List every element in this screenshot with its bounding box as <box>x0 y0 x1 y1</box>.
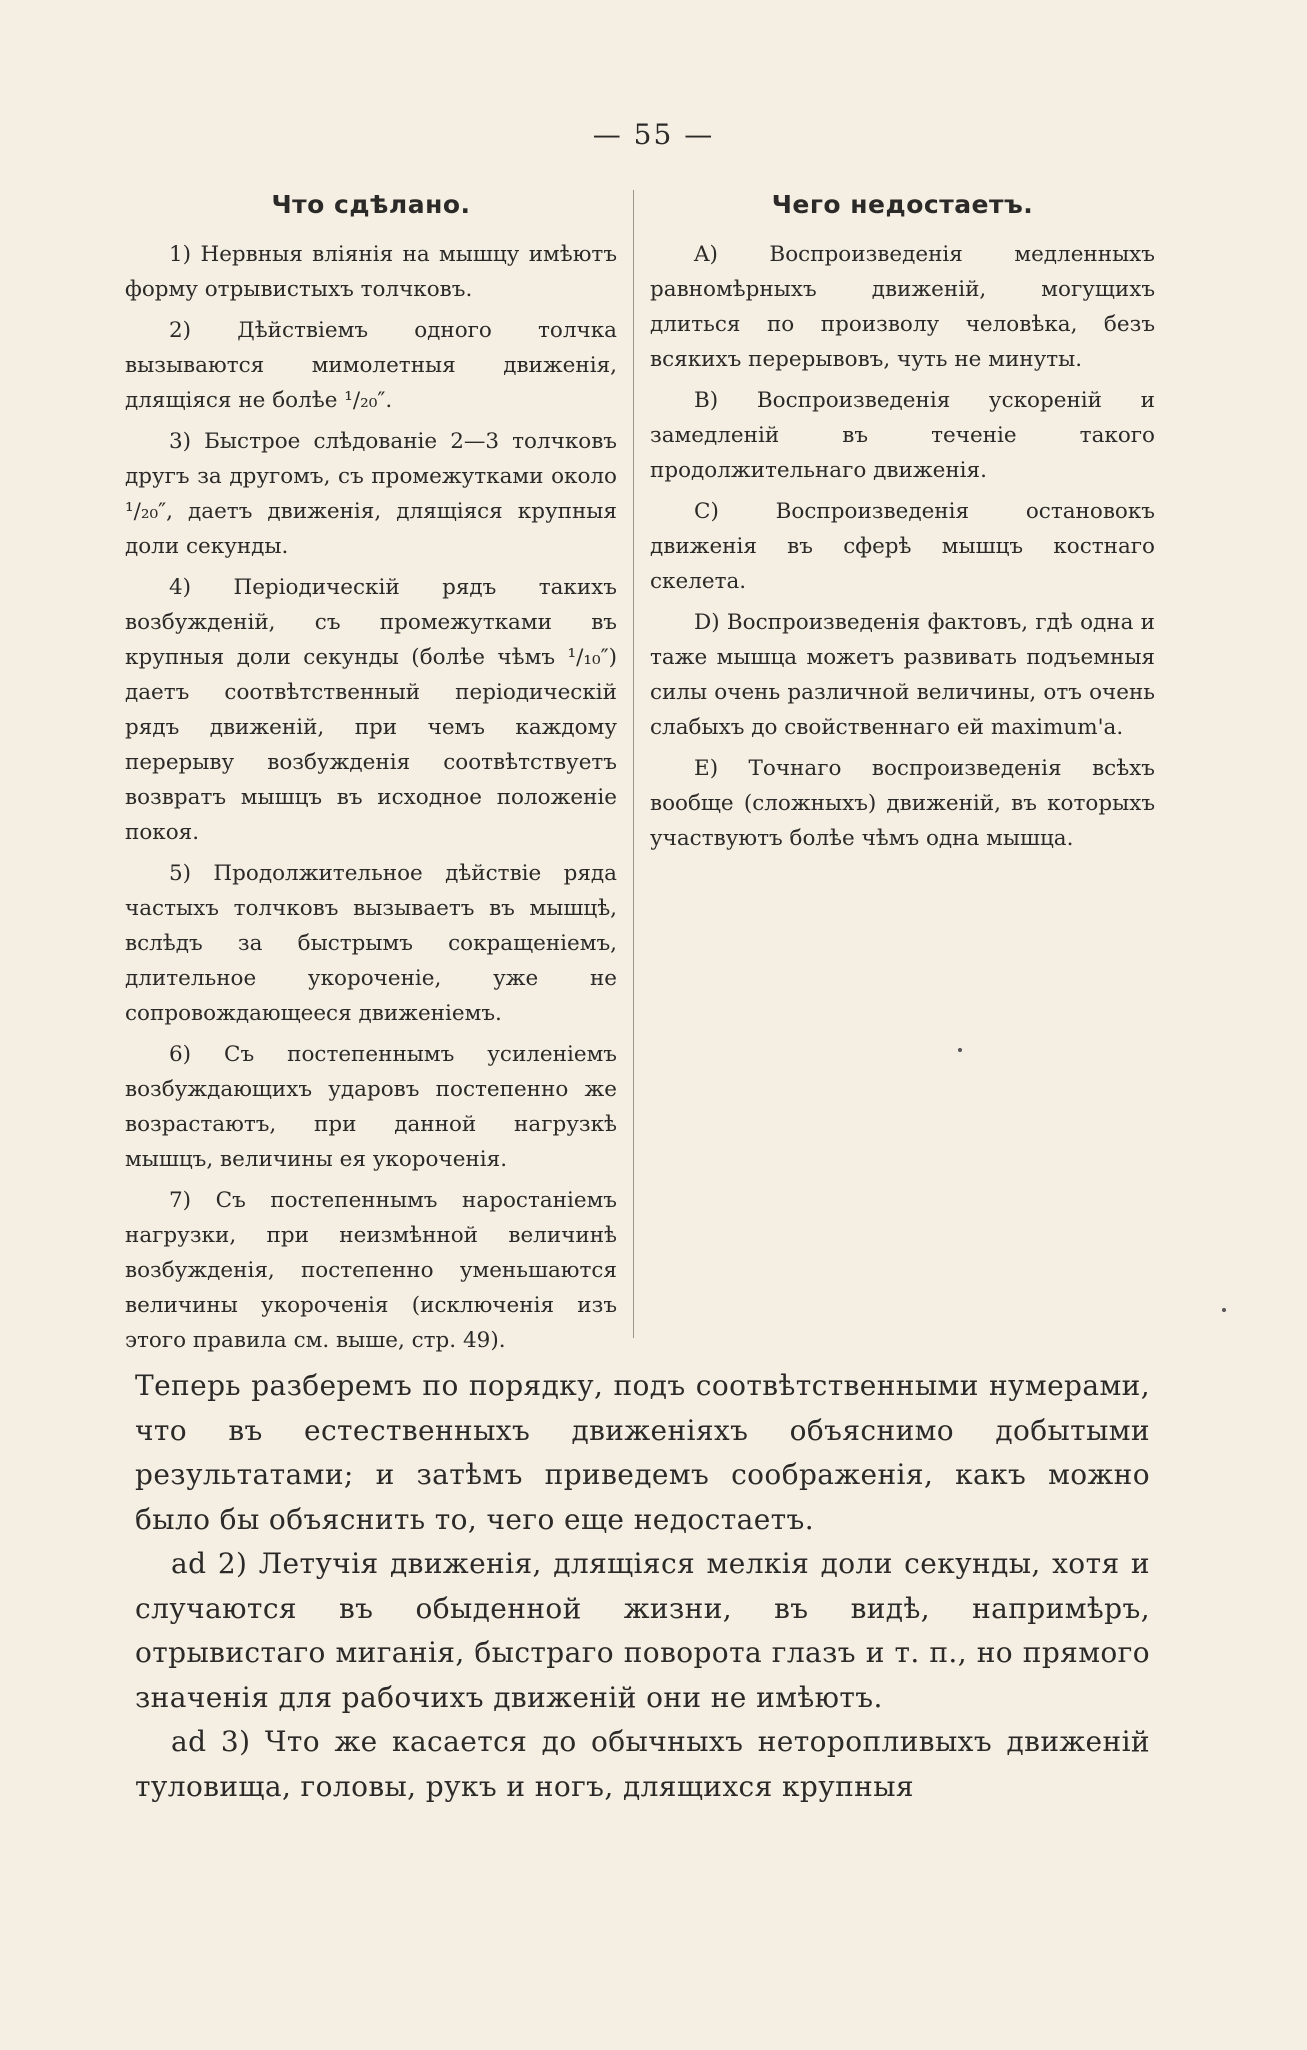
right-column <box>650 190 1155 862</box>
body-paragraph: ad 3) Что же касается до обычныхъ неторопливыхъ движеній туловища, головы, рукъ и ногъ, длящихся крупныя <box>135 1725 1150 1803</box>
body-paragraph: ad 2) Летучія движенія, длящіяся мелкія доли секунды, хотя и случаются въ обыденной жизни, въ видѣ, напримѣръ, отрывистаго миганія, быстраго поворота глазъ и т. п., но прямого значенія для рабочихъ движеній они не имѣютъ. <box>135 1547 1150 1714</box>
left-item: 1) Нервныя вліянія на мышцу имѣютъ форму отрывистыхъ толчковъ. <box>125 242 617 302</box>
column-divider <box>633 190 634 1338</box>
left-item: 4) Періодическій рядъ такихъ возбужденій, съ промежутками въ крупныя доли секунды (болѣе чѣмъ ¹/₁₀″) даетъ соотвѣтственный періодическій рядъ движеній, при чемъ каждому перерыву возбужденія соотвѣтствуетъ возвратъ мышцъ въ исходное положеніе покоя. <box>125 575 617 845</box>
two-column-table <box>125 190 1155 1353</box>
left-item: 6) Съ постепеннымъ усиленіемъ возбуждающихъ ударовъ постепенно же возрастаютъ, при данной нагрузкѣ мышцъ, величины ея укороченія. <box>125 1042 617 1172</box>
right-item: A) Воспроизведенія медленныхъ равномѣрныхъ движеній, могущихъ длиться по произволу человѣка, безъ всякихъ перерывовъ, чуть не минуты. <box>650 242 1155 372</box>
right-item: E) Точнаго воспроизведенія всѣхъ вообще (сложныхъ) движеній, въ которыхъ участвуютъ болѣе чѣмъ одна мышца. <box>650 756 1155 851</box>
left-column <box>125 190 617 1364</box>
page-number: — 55 — <box>592 118 715 151</box>
left-item: 3) Быстрое слѣдованіе 2—3 толчковъ другъ за другомъ, съ промежутками около ¹/₂₀″, даетъ движенія, длящіяся крупныя доли секунды. <box>125 429 617 559</box>
right-item: C) Воспроизведенія остановокъ движенія въ сферѣ мышцъ костнаго скелета. <box>650 499 1155 594</box>
left-item: 7) Съ постепеннымъ наростаніемъ нагрузки, при неизмѣнной величинѣ возбужденія, постепенно уменьшаются величины укороченія (исключенія изъ этого правила см. выше, стр. 49). <box>125 1188 617 1353</box>
right-column-heading: Чего недостаетъ. <box>771 190 1034 219</box>
left-item: 2) Дѣйствіемъ одного толчка вызываются мимолетныя движенія, длящіяся не болѣе ¹/₂₀″. <box>125 318 617 413</box>
ink-speck <box>1222 1308 1226 1312</box>
left-column-heading: Что сдѣлано. <box>271 190 471 219</box>
left-item: 5) Продолжительное дѣйствіе ряда частыхъ толчковъ вызываетъ въ мышцѣ, вслѣдъ за быстрымъ сокращеніемъ, длительное укороченіе, уже не сопровождающееся движеніемъ. <box>125 861 617 1026</box>
body-text <box>135 1364 1150 1809</box>
right-item: B) Воспроизведенія ускореній и замедленій въ теченіе такого продолжительнаго движенія. <box>650 388 1155 483</box>
body-paragraph: Теперь разберемъ по порядку, подъ соотвѣтственными нумерами, что въ естественныхъ движеніяхъ объяснимо добытыми результатами; и затѣмъ приведемъ соображенія, какъ можно было бы объяснить то, чего еще недостаетъ. <box>135 1369 1150 1536</box>
ink-speck <box>958 1048 962 1052</box>
right-item: D) Воспроизведенія фактовъ, гдѣ одна и таже мышца можетъ развивать подъемныя силы очень различной величины, отъ очень слабыхъ до свойственнаго ей maximum'а. <box>650 610 1155 740</box>
